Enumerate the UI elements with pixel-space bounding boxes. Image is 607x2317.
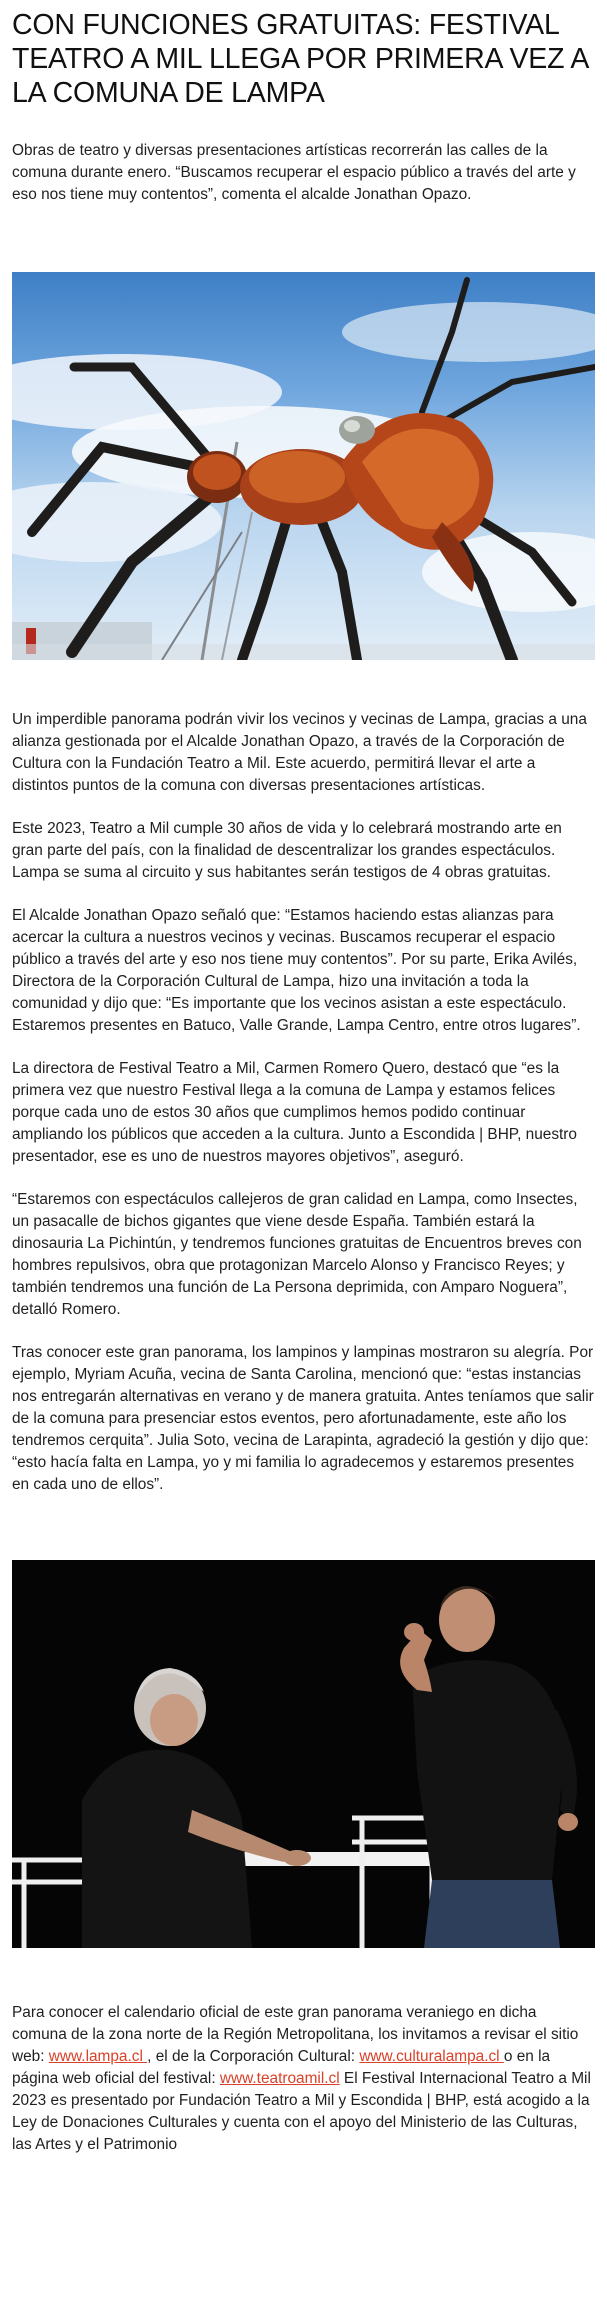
closing-text-2: , el de la Corporación Cultural: (147, 2048, 360, 2065)
giant-ant-illustration (12, 272, 595, 660)
paragraph-5: “Estaremos con espectáculos callejeros de gran calidad en Lampa, como Insectes, un pasacalle de bichos gigantes que viene desde España. También estará la dinosauria La Pichintún, y tendremos funciones gratuitas de Encuentros breves con hombres repulsivos, obra que protagonizan Marcelo Alonso y Francisco Reyes; y también tendremos una función de La Persona deprimida, con Amparo Noguera”, detalló Romero. (12, 1191, 582, 1318)
teatroamil-website-link[interactable]: www.teatroamil.cl (219, 2070, 340, 2087)
article-title: CON FUNCIONES GRATUITAS: FESTIVAL TEATRO A MIL LLEGA POR PRIMERA VEZ A LA COMUNA DE LAMPA (12, 9, 588, 109)
article-lede: Obras de teatro y diversas presentaciones artísticas recorrerán las calles de la comuna durante enero. “Buscamos recuperar el espacio público a través del arte y eso nos tiene muy contentos”, comenta el alcalde Jonathan Opazo. (12, 142, 576, 203)
culturalampa-website-link[interactable]: www.culturalampa.cl (359, 2048, 504, 2065)
closing-paragraph (12, 2002, 595, 2156)
closing-text-3: o en la página web oficial del festival: (12, 2048, 551, 2087)
giant-ant-photo (12, 272, 595, 660)
paragraph-1: Un imperdible panorama podrán vivir los vecinos y vecinas de Lampa, gracias a una alianza gestionada por el Alcalde Jonathan Opazo, a través de la Corporación de Cultura con la Fundación Teatro a Mil. Este acuerdo, permitirá llevar el arte a distintos puntos de la comuna con diversas presentaciones artísticas. (12, 711, 587, 794)
paragraph-6: Tras conocer este gran panorama, los lampinos y lampinas mostraron su alegría. Por ejemplo, Myriam Acuña, vecina de Santa Carolina, mencionó que: “estas instancias nos entregarán alternativas en verano y de manera gratuita. Antes teníamos que salir de la comuna para presenciar estos eventos, pero afortunadamente, este año los tendremos cerquita”. Julia Soto, vecina de Larapinta, agradeció la gestión y dijo que: “esto hacía falta en Lampa, yo y mi familia lo agradecemos y estaremos presentes en cada uno de ellos”. (12, 1344, 594, 1493)
stage-actors-illustration (12, 1560, 595, 1948)
lampa-website-link[interactable]: www.lampa.cl (48, 2048, 148, 2065)
closing-text-4: El Festival Internacional Teatro a Mil 2023 es presentado por Fundación Teatro a Mil y Escondida | BHP, está acogido a la Ley de Donaciones Culturales y cuenta con el apoyo del Ministerio de las Culturas, las Artes y el Patrimonio (12, 2070, 591, 2153)
closing-text-1: Para conocer el calendario oficial de este gran panorama veraniego en dicha comuna de la zona norte de la Región Metropolitana, los invitamos a revisar el sitio web: (12, 2004, 579, 2065)
article (0, 8, 607, 2156)
paragraph-2: Este 2023, Teatro a Mil cumple 30 años de vida y lo celebrará mostrando arte en gran parte del país, con la finalidad de descentralizar los grandes espectáculos. Lampa se suma al circuito y sus habitantes serán testigos de 4 obras gratuitas. (12, 820, 562, 881)
paragraph-4: La directora de Festival Teatro a Mil, Carmen Romero Quero, destacó que “es la primera vez que nuestro Festival llega a la comuna de Lampa y estamos felices porque cada uno de estos 30 años que cumplimos hemos podido continuar ampliando los públicos que acceden a la cultura. Junto a Escondida | BHP, nuestro presentador, ese es uno de nuestros mayores objetivos”, aseguró. (12, 1060, 577, 1165)
stage-actors-photo (12, 1560, 595, 1948)
paragraph-3: El Alcalde Jonathan Opazo señaló que: “Estamos haciendo estas alianzas para acercar la cultura a nuestros vecinos y vecinas. Buscamos recuperar el espacio público a través del arte y eso nos tiene muy contentos”. Por su parte, Erika Avilés, Directora de la Corporación Cultural de Lampa, hizo una invitación a toda la comunidad y dijo que: “Es importante que los vecinos asistan a este espectáculo. Estaremos presentes en Batuco, Valle Grande, Lampa Centro, entre otros lugares”. (12, 907, 581, 1034)
